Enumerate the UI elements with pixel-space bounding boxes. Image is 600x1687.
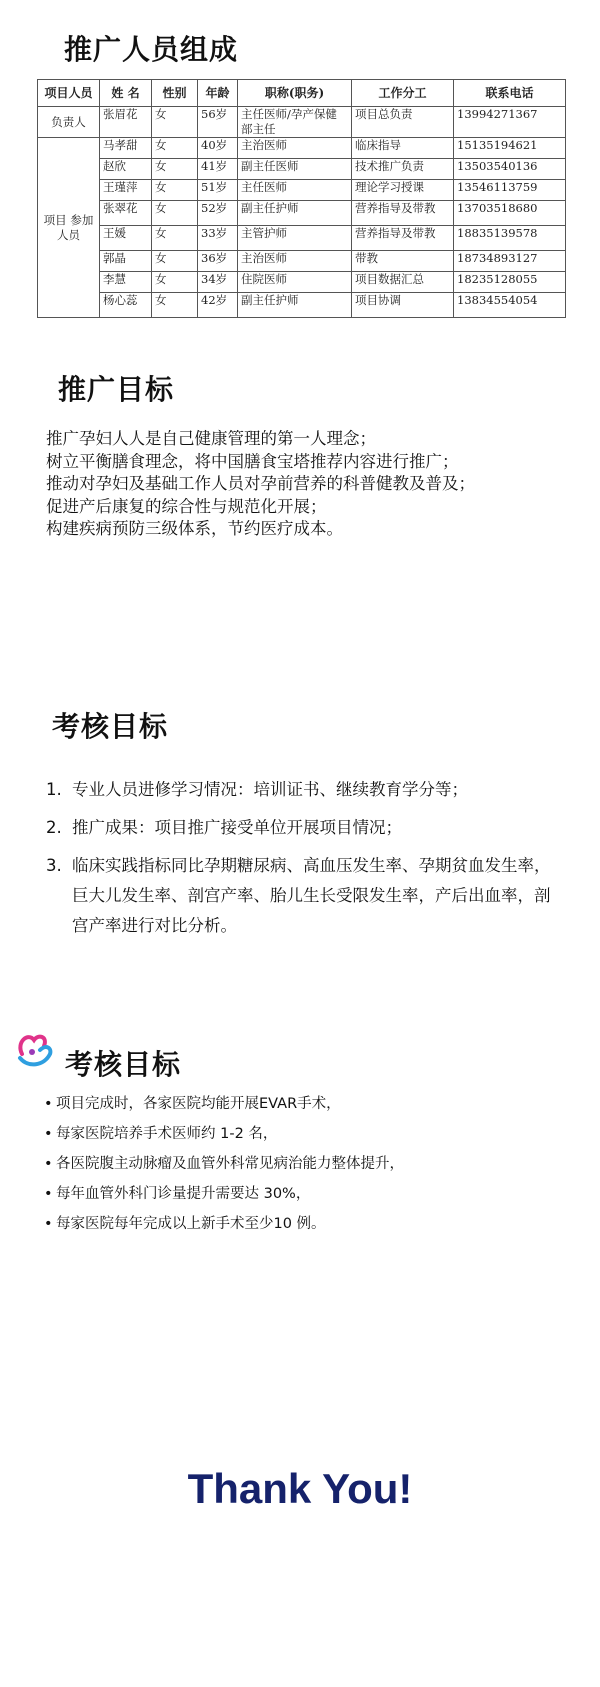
- cell-phone: 15135194621: [454, 138, 566, 159]
- table-row: [38, 251, 566, 272]
- goal-line: 推动对孕妇及基础工作人员对孕前营养的科普健教及普及；: [46, 474, 475, 493]
- role-cell-members: 项目 参加人员: [38, 138, 100, 318]
- cell-title: 副主任护师: [238, 293, 352, 318]
- cell-title: 副主任护师: [238, 201, 352, 226]
- goal-line: 构建疾病预防三级体系，节约医疗成本。: [46, 519, 343, 538]
- assessment-section-title: 考核目标: [52, 710, 169, 743]
- cell-name: 杨心蕊: [100, 293, 152, 318]
- assessment-list: [46, 775, 566, 949]
- cell-gender: 女: [152, 138, 198, 159]
- cell-duty: 理论学习授课: [352, 180, 454, 201]
- table-row: [38, 159, 566, 180]
- cell-phone: 18235128055: [454, 272, 566, 293]
- cell-phone: 13546113759: [454, 180, 566, 201]
- cell-duty: 临床指导: [352, 138, 454, 159]
- cell-age: 41岁: [198, 159, 238, 180]
- cell-duty: 项目协调: [352, 293, 454, 318]
- cell-gender: 女: [152, 251, 198, 272]
- list-item: [46, 775, 566, 805]
- table-row: [38, 272, 566, 293]
- cell-name: 张翠花: [100, 201, 152, 226]
- table-header-row: [38, 80, 566, 107]
- cell-name: 王媛: [100, 226, 152, 251]
- cell-name: 赵欣: [100, 159, 152, 180]
- list-item: [44, 1154, 404, 1174]
- cell-gender: 女: [152, 226, 198, 251]
- thank-you-text: Thank You!: [187, 1465, 413, 1512]
- cell-name: 马孝甜: [100, 138, 152, 159]
- cell-gender: 女: [152, 272, 198, 293]
- cell-name: 张眉花: [100, 107, 152, 138]
- cell-gender: 女: [152, 159, 198, 180]
- cell-gender: 女: [152, 293, 198, 318]
- list-item-text: 项目完成时，各家医院均能开展EVAR手术，: [56, 1096, 341, 1112]
- list-item: [46, 851, 566, 941]
- list-item-number: 3.: [46, 856, 62, 875]
- list-item-text: 每年血管外科门诊量提升需要达 30%，: [56, 1186, 311, 1202]
- list-item-text: 临床实践指标同比孕期糖尿病、高血压发生率、孕期贫血发生率，巨大儿发生率、剖宫产率、胎儿生长受限发生率，产后出血率，剖宫产率进行对比分析。: [72, 856, 551, 935]
- cell-title: 副主任医师: [238, 159, 352, 180]
- goal-line: 推广孕妇人人是自己健康管理的第一人理念；: [46, 429, 376, 448]
- cell-name: 李慧: [100, 272, 152, 293]
- goal-line: 树立平衡膳食理念，将中国膳食宝塔推荐内容进行推广；: [46, 451, 459, 471]
- cell-duty: 带教: [352, 251, 454, 272]
- cell-title: 主任医师/孕产保健部主任: [238, 107, 352, 138]
- list-item: [44, 1184, 404, 1204]
- cell-phone: 13503540136: [454, 159, 566, 180]
- table-row: [38, 138, 566, 159]
- cell-age: 52岁: [198, 201, 238, 226]
- goals-section-title: 推广目标: [58, 373, 175, 406]
- staff-section-title: 推广人员组成: [64, 33, 239, 66]
- header-phone: 联系电话: [454, 80, 566, 107]
- cell-phone: 18734893127: [454, 251, 566, 272]
- cell-gender: 女: [152, 201, 198, 226]
- cell-age: 51岁: [198, 180, 238, 201]
- cell-title: 主任医师: [238, 180, 352, 201]
- hospital-logo-icon: [14, 1028, 56, 1070]
- goals-paragraph: [46, 428, 475, 541]
- bullet-icon: •: [44, 1156, 53, 1172]
- bullet-icon: •: [44, 1216, 53, 1232]
- bullet-icon: •: [44, 1096, 53, 1112]
- cell-age: 40岁: [198, 138, 238, 159]
- cell-phone: 13703518680: [454, 201, 566, 226]
- bullet-list: [44, 1094, 404, 1244]
- header-title: 职称(职务): [238, 80, 352, 107]
- table-row: [38, 201, 566, 226]
- cell-phone: 13994271367: [454, 107, 566, 138]
- cell-age: 33岁: [198, 226, 238, 251]
- table-row: [38, 226, 566, 251]
- cell-name: 郭晶: [100, 251, 152, 272]
- cell-duty: 营养指导及带教: [352, 226, 454, 251]
- goal-line: 促进产后康复的综合性与规范化开展；: [46, 496, 327, 516]
- list-item-text: 各医院腹主动脉瘤及血管外科常见病治能力整体提升，: [56, 1156, 404, 1172]
- cell-title: 主治医师: [238, 138, 352, 159]
- cell-title: 主治医师: [238, 251, 352, 272]
- cell-age: 34岁: [198, 272, 238, 293]
- cell-phone: 13834554054: [454, 293, 566, 318]
- cell-age: 56岁: [198, 107, 238, 138]
- list-item-text: 每家医院培养手术医师约 1-2 名，: [56, 1126, 278, 1142]
- list-item-text: 每家医院每年完成以上新手术至少10 例。: [56, 1216, 326, 1232]
- cell-title: 主管护师: [238, 226, 352, 251]
- bullet-icon: •: [44, 1126, 53, 1142]
- header-age: 年龄: [198, 80, 238, 107]
- list-item: [44, 1214, 404, 1234]
- header-duty: 工作分工: [352, 80, 454, 107]
- cell-phone: 18835139578: [454, 226, 566, 251]
- cell-duty: 项目数据汇总: [352, 272, 454, 293]
- header-gender: 性别: [152, 80, 198, 107]
- list-item: [44, 1094, 404, 1114]
- role-cell-lead: 负责人: [38, 107, 100, 138]
- table-row: [38, 293, 566, 318]
- assessment-section-title-2: 考核目标: [65, 1048, 182, 1081]
- list-item-number: 2.: [46, 818, 62, 837]
- cell-gender: 女: [152, 107, 198, 138]
- cell-duty: 营养指导及带教: [352, 201, 454, 226]
- cell-duty: 技术推广负责: [352, 159, 454, 180]
- header-name: 姓 名: [100, 80, 152, 107]
- cell-duty: 项目总负责: [352, 107, 454, 138]
- header-role: 项目人员: [38, 80, 100, 107]
- cell-name: 王瑾萍: [100, 180, 152, 201]
- list-item-text: 推广成果：项目推广接受单位开展项目情况；: [72, 818, 402, 837]
- list-item: [46, 813, 566, 843]
- cell-age: 42岁: [198, 293, 238, 318]
- cell-title: 住院医师: [238, 272, 352, 293]
- list-item-text: 专业人员进修学习情况：培训证书、继续教育学分等；: [72, 780, 468, 799]
- bullet-icon: •: [44, 1186, 53, 1202]
- list-item: [44, 1124, 404, 1144]
- cell-age: 36岁: [198, 251, 238, 272]
- table-row: [38, 107, 566, 138]
- cell-gender: 女: [152, 180, 198, 201]
- staff-table: [37, 79, 566, 318]
- table-row: [38, 180, 566, 201]
- list-item-number: 1.: [46, 780, 62, 799]
